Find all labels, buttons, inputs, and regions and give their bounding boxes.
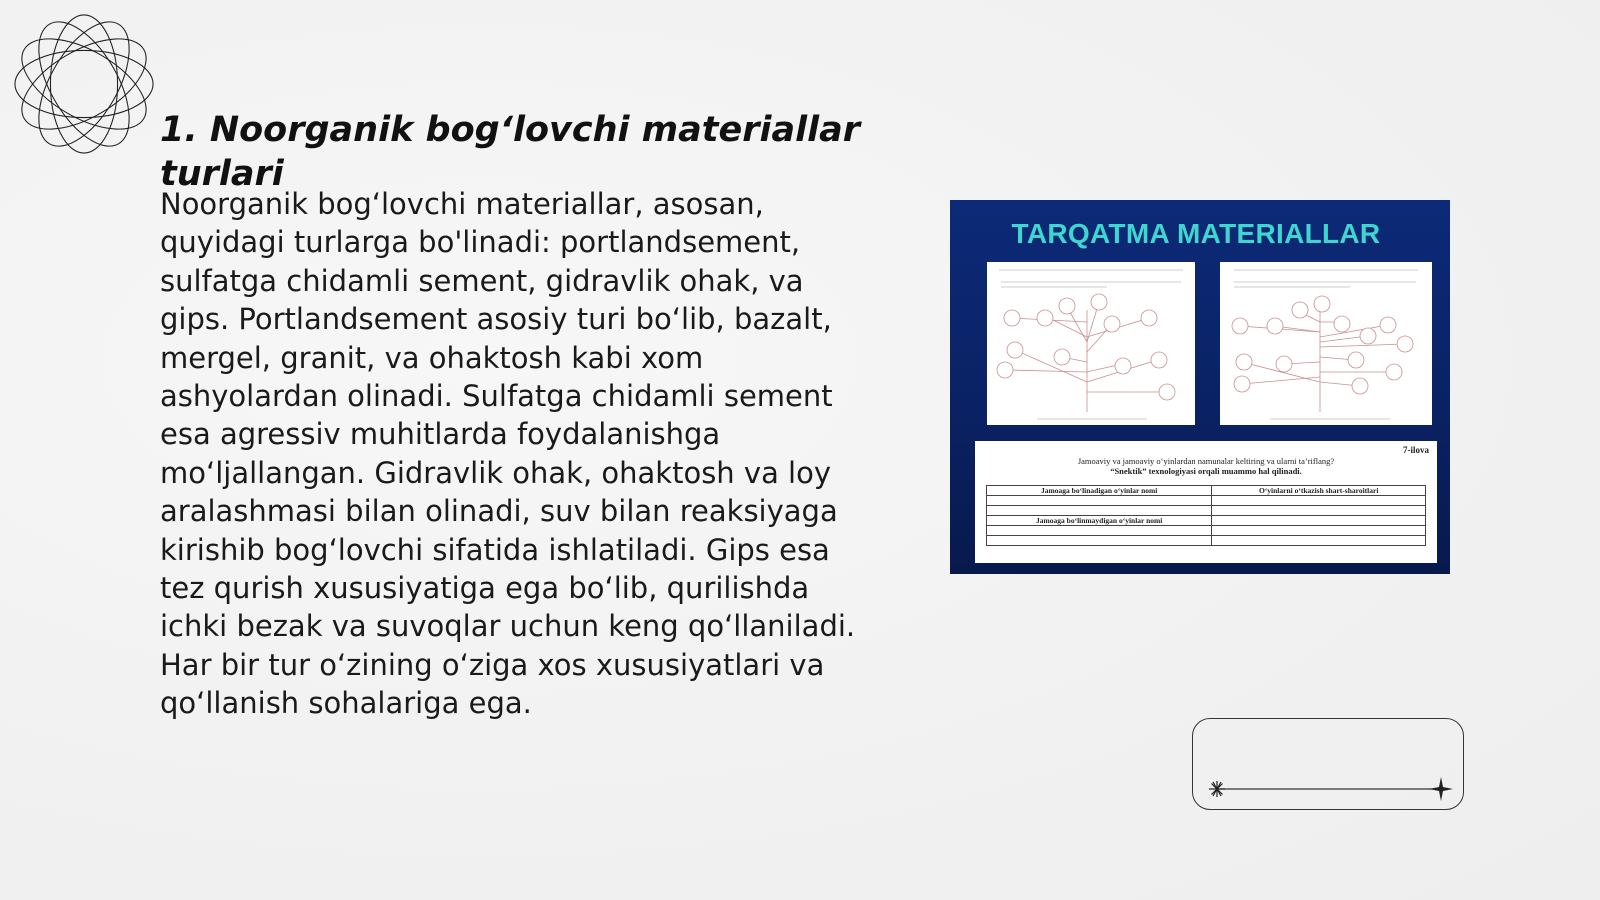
- table-row: [987, 526, 1426, 536]
- worksheet-instruction-line1: Jamoaviy va jamoaviy o‘yinlardan namunalar keltiring va ularni ta’riflang?: [1077, 456, 1335, 466]
- star-icon: [1209, 781, 1225, 797]
- tree-diagram-sheet-right: [1220, 262, 1432, 425]
- handout-image: [950, 200, 1450, 574]
- slide-title: 1. Noorganik bog‘lovchi materiallar turlari: [160, 110, 860, 194]
- tree-diagram-left: [987, 262, 1195, 425]
- table-cell: [987, 526, 1212, 536]
- sparkle-icon: [1429, 777, 1453, 801]
- slide-body-text: Noorganik bog‘lovchi materiallar, asosan, quyidagi turlarga bo'linadi: portlandsement, sulfatga chidamli sement, gidravlik ohak, va gips. Portlandsement asosiy turi bo‘lib, bazalt, mergel, granit, va ohaktosh kabi xom ashyolardan olinadi. Sulfatga chidamli sement esa agressiv muhitlarda foydalanishga mo‘ljallangan. Gidravlik ohak, ohaktosh va loy aralashmasi bilan olinadi, suv bilan reaksiyaga kirishib bog‘lovchi sifatida ishlatiladi. Gips esa tez qurish xususiyatiga ega bo‘lib, qurilishda ichki bezak va suvoqlar uchun keng qo‘llaniladi. Har bir tur o‘zining o‘ziga xos xususiyatlari va qo‘llanish sohalariga ega.: [160, 187, 856, 721]
- table-cell: [987, 496, 1212, 506]
- worksheet-instruction: [975, 456, 1437, 476]
- table-row-label: Jamoaga bo‘linmaydigan o‘yinlar nomi: [987, 516, 1212, 526]
- table-header-cell: O‘yinlarni o‘tkazish shart-sharoitlari: [1212, 486, 1426, 496]
- decorative-frame: [1192, 718, 1464, 810]
- tree-diagram-right: [1220, 262, 1432, 425]
- decorative-line: [1193, 719, 1465, 811]
- table-cell: [1212, 536, 1426, 546]
- table-row: [987, 486, 1426, 496]
- table-cell: [987, 506, 1212, 516]
- table-cell: [1212, 506, 1426, 516]
- table-row: [987, 496, 1426, 506]
- worksheet-id: 7-ilova: [1403, 445, 1429, 455]
- table-row: [987, 506, 1426, 516]
- table-cell: [1212, 516, 1426, 526]
- table-cell: [1212, 496, 1426, 506]
- table-cell: [987, 536, 1212, 546]
- table-row: [987, 516, 1426, 526]
- handout-title: TARQATMA MATERIALLAR: [1011, 218, 1381, 249]
- worksheet-sheet: [975, 441, 1437, 563]
- table-row: [987, 536, 1426, 546]
- table-cell: [1212, 526, 1426, 536]
- worksheet-table: [986, 485, 1426, 546]
- worksheet-instruction-line2: “Snektik” texnologiyasi orqali muammo hal qilinadi.: [1110, 466, 1302, 476]
- spirograph-ornament-icon: [10, 10, 158, 158]
- tree-diagram-sheet-left: [987, 262, 1195, 425]
- table-header-cell: Jamoaga bo‘linadigan o‘yinlar nomi: [987, 486, 1212, 496]
